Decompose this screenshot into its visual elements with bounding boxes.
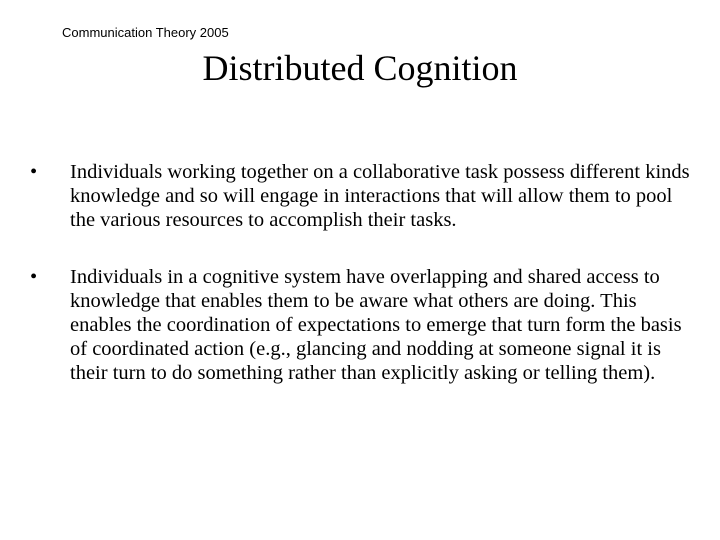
bullet-text: Individuals working together on a collaborative task possess different kinds knowledge and so will engage in interactions that will allow them to pool the various resources to accomplish their tasks.	[70, 161, 690, 231]
bullet-text: Individuals in a cognitive system have overlapping and shared access to knowledge that enables them to be aware what others are doing. This enables the coordination of expectations to emerge that turn form the basis of coordinated action (e.g., glancing and nodding at someone signal it is their turn to do something rather than explicitly asking or telling them).	[70, 266, 682, 384]
course-label: Communication Theory 2005	[62, 25, 229, 40]
bullet-item	[30, 265, 690, 385]
bullet-list	[30, 160, 690, 418]
bullet-item	[30, 160, 690, 232]
bullet-marker: •	[30, 266, 38, 288]
bullet-marker: •	[30, 161, 38, 183]
slide-title: Distributed Cognition	[202, 48, 518, 88]
